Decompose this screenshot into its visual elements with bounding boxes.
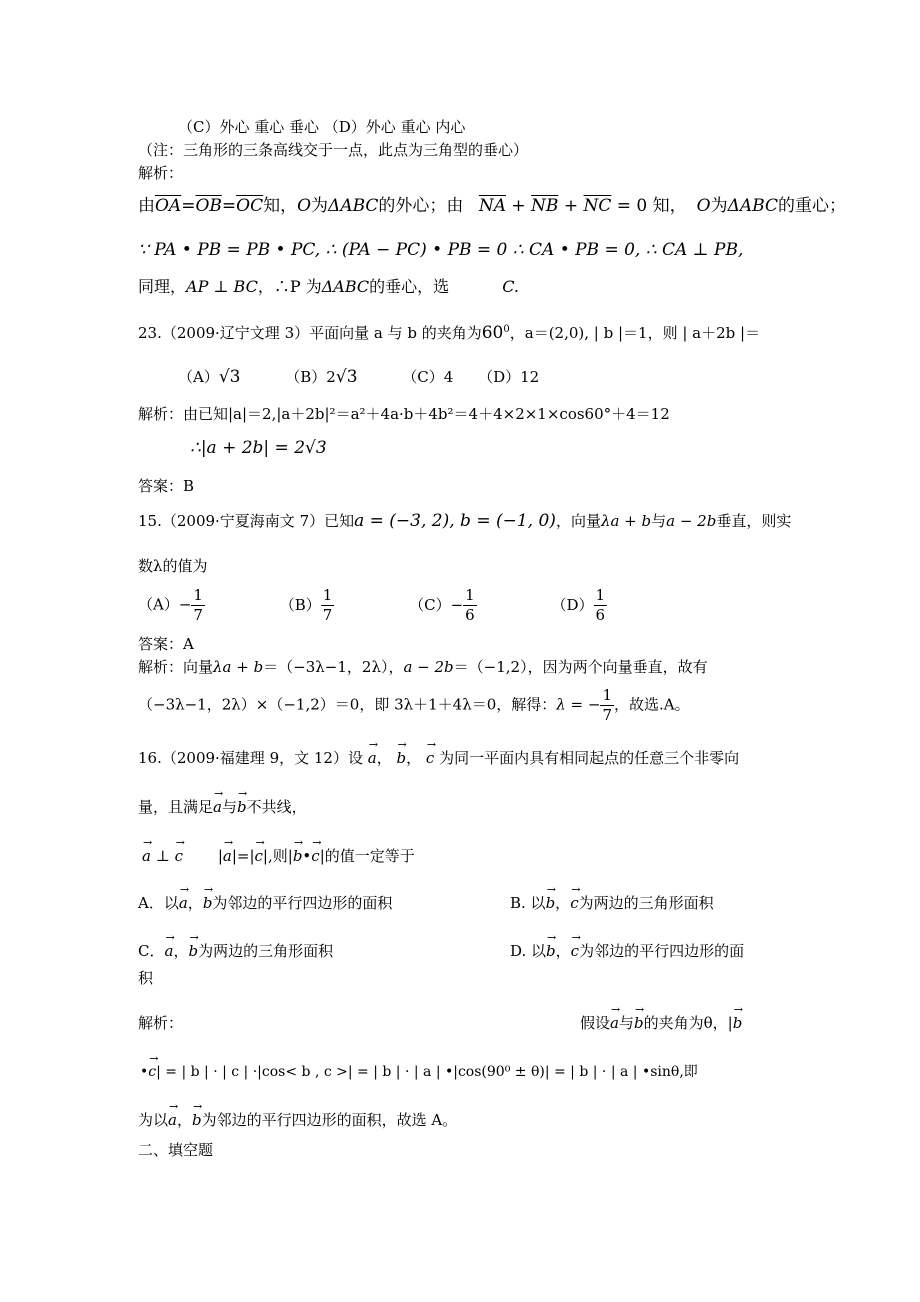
q16-analysis-1: 假设 → a与 → b的夹角为θ，| → b (580, 1003, 743, 1032)
note: （注：三角形的三条高线交于一点，此点为三角型的垂心） (138, 141, 529, 159)
analysis-line-2: ∵ PA • PB = PB • PC, ∴ (PA − PC) • PB = 0 ∴ CA • PB = 0, ∴ CA ⊥ PB, (138, 240, 744, 260)
analysis-line-1: 由$\overline{OA}=\overline{OB}=\overline{OC}$知，O为ΔABC的外心；由 $\overline{NA} + \overline{NB} + \overline{NC} = 0$ 知， O为ΔABC的重心； (138, 196, 846, 216)
q23-options: （A）√3 （B）2√3 （C）4 （D）12 (178, 367, 540, 387)
q23-analysis: 解析：由已知|a|＝2,|a＋2b|²＝a²＋4a·b＋4b²＝4＋4×2×1×cos60°＋4＝12 (138, 405, 670, 423)
section-heading: 二、填空题 (138, 1141, 214, 1159)
q16-analysis-2: • → c| = | b | · | c | ·|cos< b , c >| = | b | · | a | •|cos(90⁰ ± θ)| = | b | · | a | •sinθ,即 (140, 1052, 698, 1080)
q23-result: ∴|a + 2b| = 2√3 (190, 438, 327, 458)
q16-stem: 16.（2009·福建理 9，文 12）设 → a， → b， → c 为同一平面内具有相同起点的任意三个非零向 (138, 738, 740, 767)
q15-answer: 答案：A (138, 635, 194, 653)
q16-option-a: A．以 → a， → b为邻边的平行四边形的面积 (138, 883, 393, 912)
analysis-label: 解析： (138, 164, 184, 182)
q16-condition: → a ⊥ → c | → a|=| → c|,则| → b• → c|的值一定等于 (142, 836, 415, 865)
q23-stem: 23.（2009·辽宁文理 3）平面向量 a 与 b 的夹角为$60^0$，a＝(2,0), | b |＝1，则 | a＋2b |＝ (138, 323, 761, 343)
options-cd: （C）外心 重心 垂心 （D）外心 重心 内心 (178, 118, 466, 136)
q16-option-c: C． → a， → b为两边的三角形面积 (138, 931, 334, 960)
q16-option-d: D. 以 → b， → c为邻边的平行四边形的面 (510, 931, 745, 960)
analysis-line-3: 同理，AP ⊥ BC，∴P 为ΔABC的垂心，选 C. (138, 277, 519, 296)
q16-stem-2: 量，且满足 → a与 → b不共线， (138, 787, 307, 816)
q16-analysis-3: 为以 → a， → b为邻边的平行四边形的面积，故选 A。 (138, 1100, 458, 1129)
q15-analysis-2: （−3λ−1，2λ）×（−1,2）＝0，即 3λ＋1＋4λ＝0，解得：λ = − $\frac{1}{7}$ ，故选.A。 (138, 686, 690, 724)
q15-stem-2: 数λ的值为 (138, 557, 208, 575)
q16-analysis-label: 解析： (138, 1014, 184, 1032)
q16-option-d-cont: 积 (138, 969, 154, 987)
q23-answer: 答案：B (138, 477, 195, 495)
q15-analysis-1: 解析：向量λa + b＝（−3λ−1，2λ），a − 2b＝（−1,2），因为两个向量垂直，故有 (138, 658, 708, 676)
q15-options: （A）− $\frac{1}{7}$ （B） $\frac{1}{7}$ （C）− $\frac{1}{6}$ （D） $\frac{1}{6}$ (138, 586, 606, 624)
q16-option-b: B. 以 → b， → c为两边的三角形面积 (510, 883, 714, 912)
q15-stem: 15.（2009·宁夏海南文 7）已知a = (−3, 2), b = (−1, 0)，向量λa + b与a − 2b垂直，则实 (138, 511, 792, 531)
